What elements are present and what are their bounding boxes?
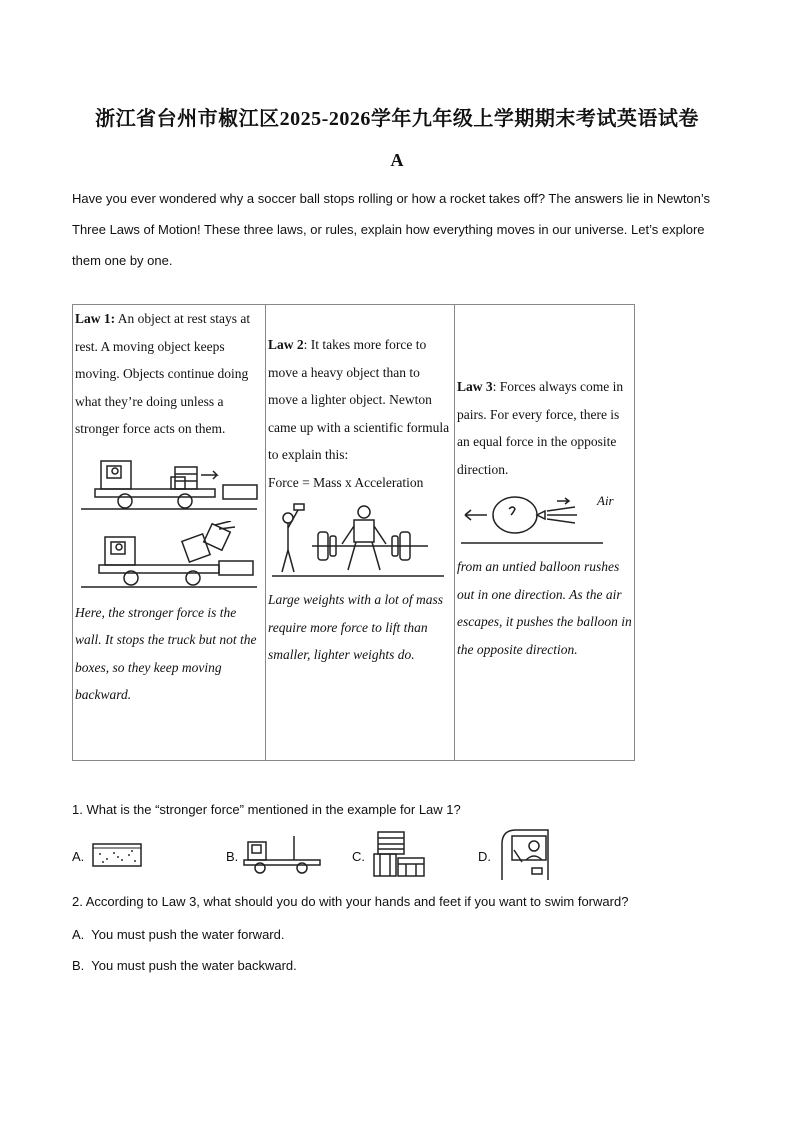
q2-option-a[interactable] — [72, 927, 284, 942]
wall-icon[interactable] — [92, 840, 142, 868]
law-1-cell — [73, 305, 266, 761]
balloon-figure — [457, 487, 632, 553]
q1-option-a-label[interactable]: A. — [72, 849, 85, 864]
q2-option-b-text: You must push the water backward. — [91, 958, 297, 973]
law-2-heading: Law 2 — [268, 337, 304, 352]
law-3-heading: Law 3 — [457, 379, 493, 394]
laws-table — [72, 304, 635, 761]
q1-option-d-label[interactable]: D. — [478, 849, 491, 864]
law-3-text: : Forces always come in pairs. For every force, there is an equal force in the opposite direction. — [457, 379, 624, 477]
truck-crash-illustration — [75, 521, 259, 595]
law-1-heading: Law 1: — [75, 311, 116, 326]
q1-option-c-label[interactable]: C. — [352, 849, 365, 864]
question-2: 2. According to Law 3, what should you do with your hands and feet if you want to swim forward? — [72, 894, 629, 909]
law-2-text: : It takes more force to move a heavy object than to move a lighter object. Newton came up with a scientific formula to explain this: — [268, 337, 450, 462]
q2-option-a-label: A. — [72, 927, 85, 942]
law-2-caption: Large weights with a lot of mass require more force to lift than smaller, lighter weights do. — [268, 592, 444, 662]
q1-option-b-label[interactable]: B. — [226, 849, 239, 864]
truck-icon[interactable] — [242, 832, 322, 874]
truck-moving-illustration — [75, 447, 259, 517]
balloon-illustration — [457, 487, 607, 549]
air-label: Air — [597, 493, 614, 508]
q2-option-b-label: B. — [72, 958, 85, 973]
law-2-formula: Force = Mass x Acceleration — [268, 474, 424, 490]
q2-option-b[interactable] — [72, 958, 297, 973]
law-1-caption: Here, the stronger force is the wall. It stops the truck but not the boxes, so they keep moving backward. — [75, 604, 257, 702]
driver-icon[interactable] — [496, 826, 554, 882]
exam-title: 浙江省台州市椒江区2025-2026学年九年级上学期期末考试英语试卷 — [95, 108, 699, 130]
question-1: 1. What is the “stronger force” mentioned in the example for Law 1? — [72, 802, 461, 817]
intro-paragraph: Have you ever wondered why a soccer ball stops rolling or how a rocket takes off? The answers lie in Newton’s Three Laws of Motion! These three laws, or rules, explain how everything moves in our universe. Let’s explore them one by one. — [72, 191, 711, 268]
weightlifting-illustration — [268, 500, 448, 582]
law-2-cell — [266, 305, 455, 761]
q2-option-a-text: You must push the water forward. — [91, 927, 285, 942]
section-label: A — [390, 150, 404, 170]
boxes-icon[interactable] — [372, 830, 426, 878]
law-3-caption: from an untied balloon rushes out in one direction. As the air escapes, it pushes the balloon in the opposite direction. — [457, 559, 632, 657]
law-1-text: An object at rest stays at rest. A moving object keeps moving. Objects continue doing what they’re doing unless a stronger force acts on them. — [75, 311, 251, 436]
law-3-cell — [455, 305, 635, 761]
